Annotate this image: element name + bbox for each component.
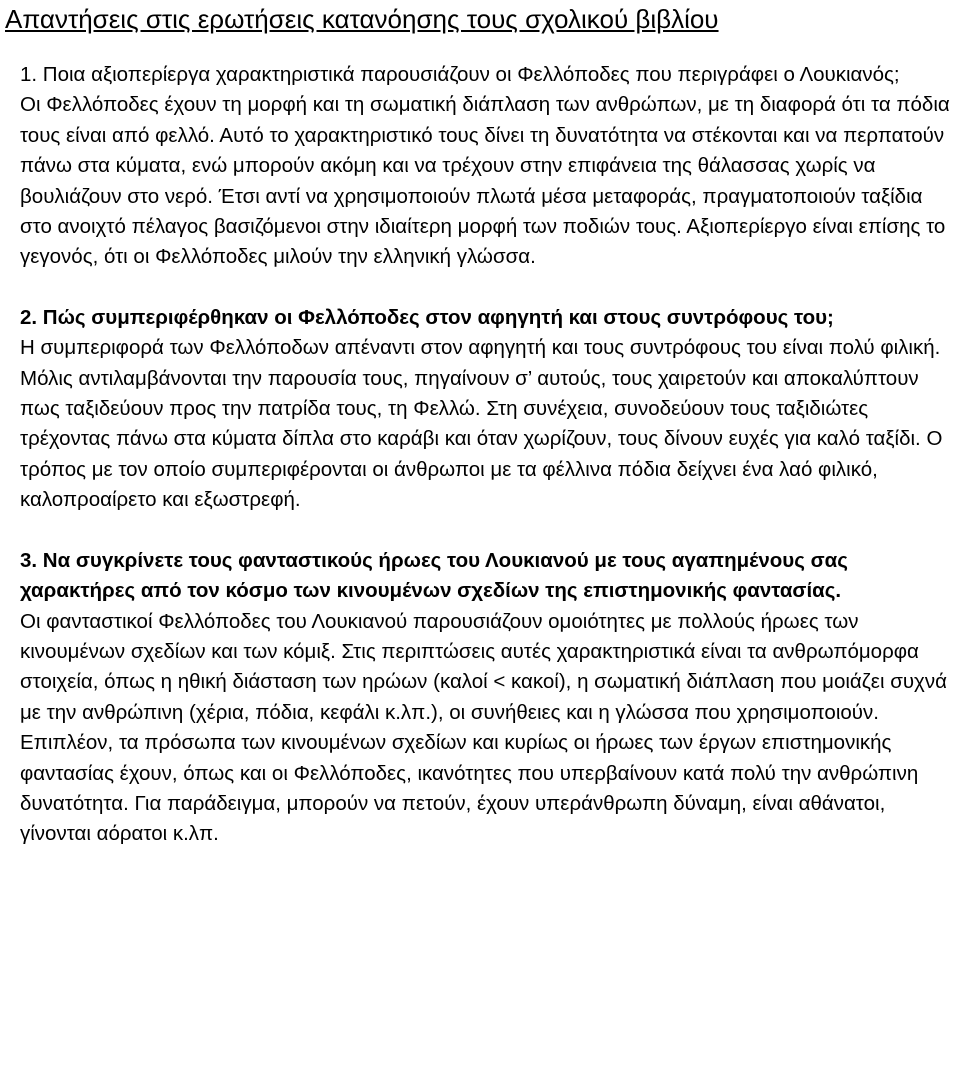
answer-3-text: Οι φανταστικοί Φελλόποδες του Λουκιανού παρουσιάζουν ομοιότητες με πολλούς ήρωες των κινουμένων σχεδίων και των κόμιξ. Στις περιπτώσεις αυτές χαρακτηριστικά είναι τα ανθρωπόμορφα στοιχεία, όπως η ηθική διάσταση των ηρώων (καλοί < κακοί), η σωματική διάπλαση που μοιάζει συχνά με την ανθρώπινη (χέρια, πόδια, κεφάλι κ.λπ.), οι συνήθειες και η γλώσσα που χρησιμοποιούν. Επιπλέον, τα πρόσωπα των κινουμένων σχεδίων και κυρίως οι ήρωες των έργων επιστημονικής φαντασίας έχουν, όπως και οι Φελλόποδες, ικανότητες που υπερβαίνουν κατά πολύ την ανθρώπινη δυνατότητα. Για παράδειγμα, μπορούν να πετούν, έχουν υπεράνθρωπη δύναμη, είναι αθάνατοι, γίνονται αόρατοι κ.λπ. (20, 609, 947, 846)
question-1-block (20, 60, 950, 90)
question-2-text: 2. Πώς συμπεριφέρθηκαν οι Φελλόποδες στον αφηγητή και στους συντρόφους του; (20, 305, 834, 329)
question-3-text: 3. Να συγκρίνετε τους φανταστικούς ήρωες του Λουκιανού με τους αγαπημένους σας χαρακτήρες από τον κόσμο των κινουμένων σχεδίων της επιστημονικής φαντασίας. (20, 548, 848, 603)
page-title: Απαντήσεις στις ερωτήσεις κατανόησης τους σχολικού βιβλίου (5, 4, 719, 34)
qa-item-3 (20, 546, 950, 850)
question-1-text: 1. Ποια αξιοπερίεργα χαρακτηριστικά παρουσιάζουν οι Φελλόποδες που περιγράφει ο Λουκιανός; (20, 63, 900, 86)
qa-item-1 (20, 60, 950, 273)
answer-2-text: Η συμπεριφορά των Φελλόποδων απέναντι στον αφηγητή και τους συντρόφους του είναι πολύ φιλική. Μόλις αντιλαμβάνονται την παρουσία τους, πηγαίνουν σ’ αυτούς, τους χαιρετούν και αποκαλύπτουν πως ταξιδεύουν προς την πατρίδα τους, τη Φελλώ. Στη συνέχεια, συνοδεύουν τους ταξιδιώτες τρέχοντας πάνω στα κύματα δίπλα στο καράβι και όταν χωρίζουν, τους δίνουν ευχές για καλό ταξίδι. Ο τρόπος με τον οποίο συμπεριφέρονται οι άνθρωποι με τα φέλλινα πόδια δείχνει ένα λαό φιλικό, καλοπροαίρετο και εξωστρεφή. (20, 336, 943, 512)
question-3-block (20, 546, 950, 607)
answer-1-text: Οι Φελλόποδες έχουν τη μορφή και τη σωματική διάπλαση των ανθρώπων, με τη διαφορά ότι τα πόδια τους είναι από φελλό. Αυτό το χαρακτηριστικό τους δίνει τη δυνατότητα να στέκονται και να περπατούν πάνω στα κύματα, ενώ μπορούν ακόμη και να τρέχουν στην επιφάνεια της θάλασσας χωρίς να βουλιάζουν στο νερό. Έτσι αντί να χρησιμοποιούν πλωτά μέσα μεταφοράς, πραγματοποιούν ταξίδια στο ανοιχτό πέλαγος βασιζόμενοι στην ιδιαίτερη μορφή των ποδιών τους. Αξιοπερίεργο είναι επίσης το γεγονός, ότι οι Φελλόποδες μιλούν την ελληνική γλώσσα. (20, 93, 950, 269)
qa-item-2 (20, 303, 950, 516)
question-2-block (20, 303, 950, 333)
